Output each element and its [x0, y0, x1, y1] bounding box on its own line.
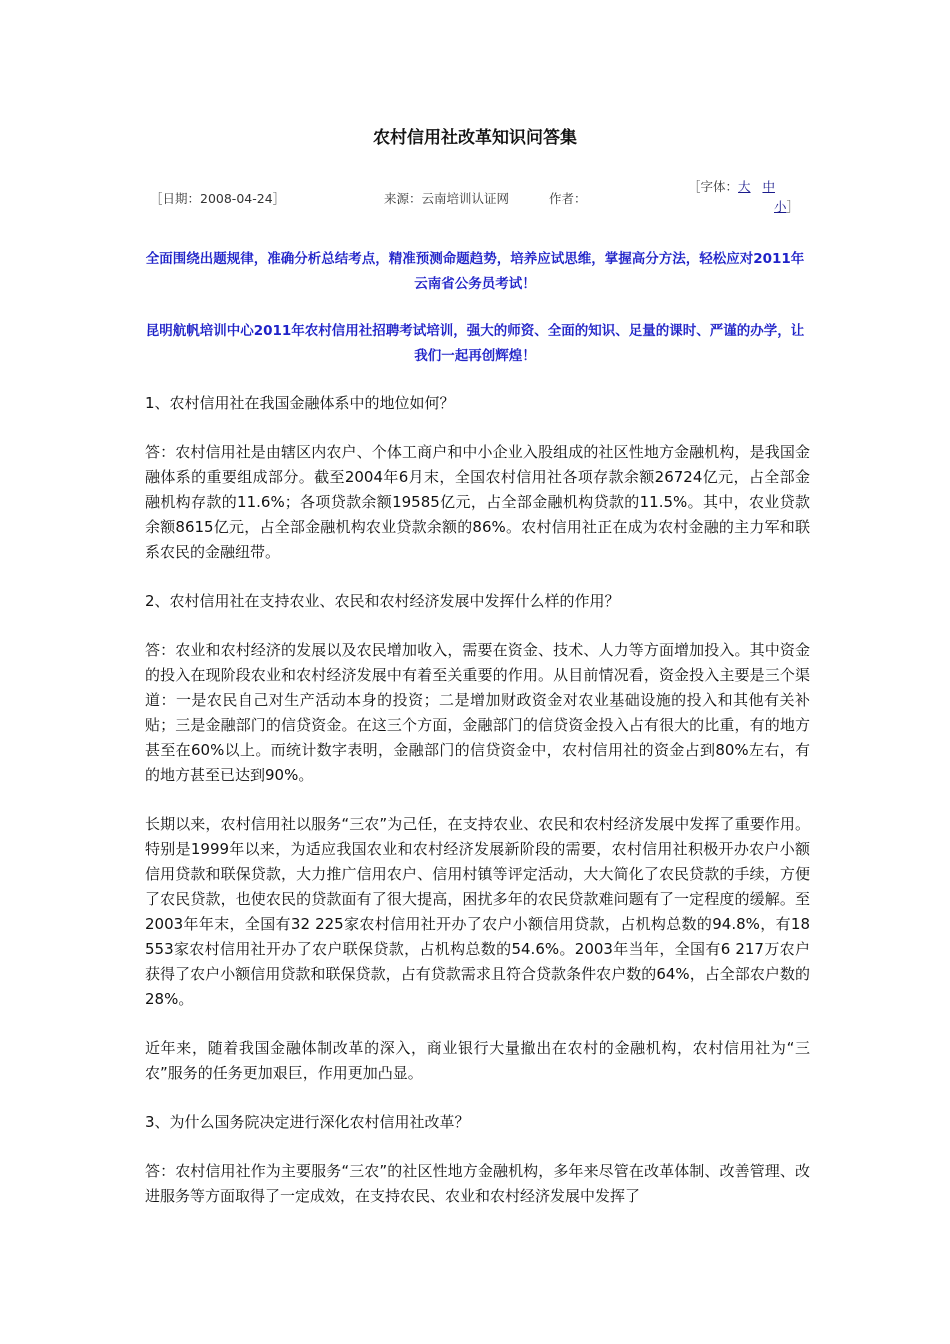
question-1: 1、农村信用社在我国金融体系中的地位如何？	[145, 394, 455, 412]
answer-3: 答：农村信用社作为主要服务“三农”的社区性地方金融机构，多年来尽管在改革体制、改善管理、改进服务等方面取得了一定成效，在支持农民、农业和农村经济发展中发挥了	[145, 1162, 810, 1205]
font-size-control	[688, 177, 799, 217]
font-size-medium-link[interactable]: 中	[762, 179, 775, 194]
article-body	[145, 391, 810, 1233]
publish-date: ［日期：2008-04-24］	[150, 191, 286, 206]
author-label: 作者：	[549, 191, 587, 206]
answer-2-paragraph-2: 长期以来，农村信用社以服务“三农”为己任，在支持农业、农民和农村经济发展中发挥了重要作用。特别是1999年以来，为适应我国农业和农村经济发展新阶段的需要，农村信用社积极开办农户小额信用贷款和联保贷款，大力推广信用农户、信用村镇等评定活动，大大简化了农民贷款的手续，方便了农民贷款，也使农民的贷款面有了很大提高，困扰多年的农民贷款难问题有了一定程度的缓解。至2003年年末，全国有32 225家农村信用社开办了农户小额信用贷款，占机构总数的94.8%，有18 553家农村信用社开办了农户联保贷款，占机构总数的54.6%。2003年当年，全国有6 217万农户获得了农户小额信用贷款和联保贷款，占有贷款需求且符合贷款条件农户数的64%，占全部农户数的28%。	[145, 815, 810, 1008]
promo-text-2: 昆明航帆培训中心2011年农村信用社招聘考试培训，强大的师资、全面的知识、足量的课时、严谨的办学，让我们一起再创辉煌！	[145, 323, 805, 364]
promo-text-1: 全面围绕出题规律，准确分析总结考点，精准预测命题趋势，培养应试思维，掌握高分方法，轻松应对2011年云南省公务员考试！	[145, 251, 805, 292]
answer-2-paragraph-1: 答：农业和农村经济的发展以及农民增加收入，需要在资金、技术、人力等方面增加投入。其中资金的投入在现阶段农业和农村经济发展中有着至关重要的作用。从目前情况看，资金投入主要是三个渠道：一是农民自己对生产活动本身的投资；二是增加财政资金对农业基础设施的投入和其他有关补贴；三是金融部门的信贷资金。在这三个方面，金融部门的信贷资金投入占有很大的比重，有的地方甚至在60%以上。而统计数字表明，金融部门的信贷资金中，农村信用社的资金占到80%左右，有的地方甚至已达到90%。	[145, 641, 810, 784]
font-size-suffix: ］	[786, 199, 800, 214]
answer-2-paragraph-3: 近年来，随着我国金融体制改革的深入，商业银行大量撤出在农村的金融机构，农村信用社为“三农”服务的任务更加艰巨，作用更加凸显。	[145, 1039, 810, 1082]
question-3: 3、为什么国务院决定进行深化农村信用社改革？	[145, 1113, 470, 1131]
source-label: 来源：云南培训认证网	[384, 191, 510, 206]
font-size-large-link[interactable]: 大	[738, 179, 751, 194]
question-2: 2、农村信用社在支持农业、农民和农村经济发展中发挥什么样的作用？	[145, 592, 620, 610]
font-size-small-link[interactable]: 小	[774, 199, 787, 214]
answer-1: 答：农村信用社是由辖区内农户、个体工商户和中小企业入股组成的社区性地方金融机构，是我国金融体系的重要组成部分。截至2004年6月末，全国农村信用社各项存款余额26724亿元，占全部金融机构存款的11.6%；各项贷款余额19585亿元，占全部金融机构贷款的11.5%。其中，农业贷款余额8615亿元，占全部金融机构农业贷款余额的86%。农村信用社正在成为农村金融的主力军和联系农民的金融纽带。	[145, 443, 810, 561]
font-size-prefix: ［字体：	[688, 179, 739, 194]
page-title: 农村信用社改革知识问答集	[373, 128, 577, 148]
